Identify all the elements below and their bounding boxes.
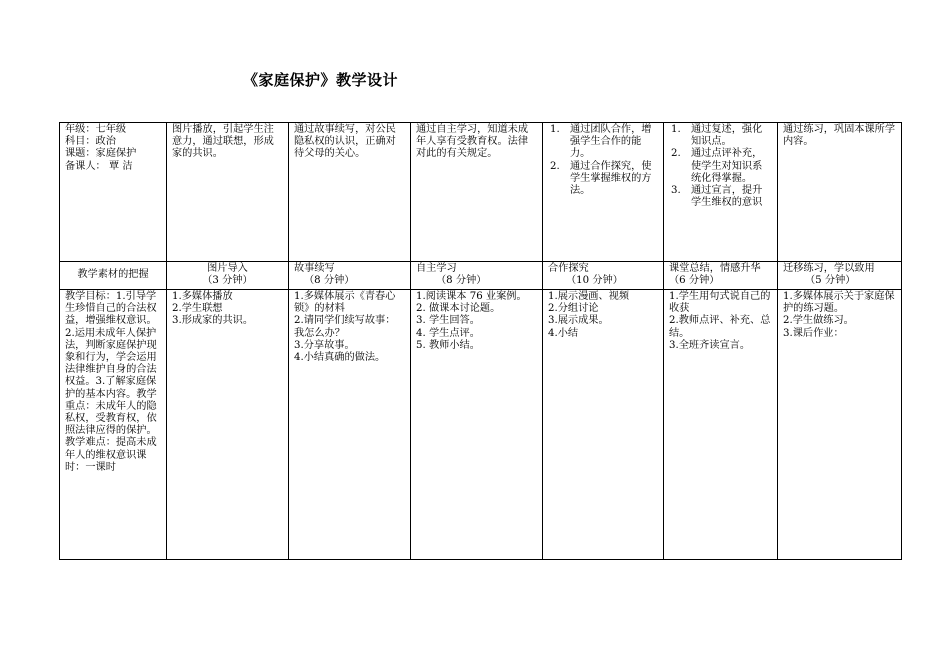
subject-text: 科目：政治 [65,136,116,148]
activity-cell [411,290,543,560]
objective-cell-cooperation [543,123,664,262]
activity-cell [664,290,778,560]
activity-step: 2.学生联想 [172,303,223,315]
stage-name: 课堂总结，情感升华（6 分钟） [669,263,761,287]
list-item: 2. 通过合作探究，使学生掌握维权的方法。 [550,160,652,197]
stage-duration: （10 分钟） [566,275,623,287]
activity-step: 1.阅读课本 76 业案例。 [416,291,527,302]
stage-name: 图片导入 [207,263,248,274]
activity-step: 2.分组讨论 [548,303,599,315]
topic-text: 课题：家庭保护 [65,148,137,160]
objective-cell-self-study [411,123,543,262]
objective-list [548,124,658,197]
activity-step: 3.课后作业： [783,327,844,339]
stage-name: 自主学习 [416,263,457,274]
activity-step: 1.展示漫画、视频 [548,291,630,302]
activity-row [60,290,902,560]
stage-cell [543,262,664,290]
activity-step: 2. 做课本讨论题。 [416,303,501,315]
activity-step: 3.分享故事。 [294,339,355,351]
activity-step: 3.展示成果。 [548,315,609,327]
stage-duration: （3 分钟） [202,275,253,287]
activity-step: 4. 学生点评。 [416,327,480,339]
activity-cell [167,290,289,560]
activity-step: 2.教师点评、补充、总结。 [669,315,771,339]
stage-name: 迁移练习，学以致用 [783,263,875,274]
list-item: 3. 通过宣言，提升学生维权的意识 [671,185,763,209]
list-item: 1. 通过复述，强化知识点。 [671,124,763,148]
stage-duration: （5 分钟） [805,275,856,287]
objective-text: 图片播放，引起学生注意力，通过联想，形成家的共识。 [172,124,274,160]
stage-name: 故事续写 [294,263,335,274]
stage-header-row [60,262,902,290]
activity-step: 1.多媒体展示关于家庭保护的练习题。 [783,291,895,315]
stage-cell [664,262,778,290]
stage-name: 合作探究 [548,263,589,274]
activity-step: 2.请同学们续写故事：我怎么办？ [294,315,396,339]
objective-text: 通过练习，巩固本课所学内容。 [783,124,896,148]
activity-cell [778,290,902,560]
objective-list [669,124,772,209]
objective-cell-summary [664,123,778,262]
activity-step: 3.形成家的共识。 [172,315,254,327]
stage-duration: （8 分钟） [436,275,487,287]
document-title: 《家庭保护》教学设计 [243,71,399,89]
activity-step: 2.学生做练习。 [783,315,854,327]
list-item: 2. 通过点评补充，使学生对知识系统化得掌握。 [671,148,763,184]
activity-step: 5. 教师小结。 [416,339,480,351]
stage-cell [778,262,902,290]
material-label: 教学素材的把握 [77,269,149,281]
stage-cell [167,262,289,290]
activity-step: 4.小结 [548,327,579,339]
objective-cell-story [289,123,411,262]
activity-step: 1.学生用句式说自己的收获 [669,291,771,315]
activity-step: 1.多媒体展示《青春心锁》的材料 [294,291,396,315]
material-label-cell [60,262,167,290]
course-info-cell [60,123,167,262]
activity-cell [289,290,411,560]
grade-text: 年级：七年级 [65,124,127,135]
teacher-text: 备课人： 覃 洁 [65,160,133,172]
objective-cell-picture [167,123,289,262]
objective-text: 通过自主学习，知道未成年人享有受教育权。法律对此的有关规定。 [416,124,529,160]
stage-cell [411,262,543,290]
activity-step: 1.多媒体播放 [172,291,233,302]
teaching-goals-cell [60,290,167,560]
objectives-row [60,123,902,262]
lesson-plan-table [59,122,902,560]
stage-cell [289,262,411,290]
teaching-goals-text: 教学目标：1.引导学生珍惜自己的合法权益，增强维权意识。2.运用未成年人保护法，判断家庭保护现象和行为，学会运用法律维护自身的合法权益。3.了解家庭保护的基本内容。教学重点：未成年人的隐私权，受教育权，依照法律应得的保护。教学难点：提高未成年人的维权意识课时：一课时 [65,291,157,473]
objective-text: 通过故事续写，对公民隐私权的认识，正确对待父母的关心。 [294,124,396,160]
objective-cell-practice [778,123,902,262]
activity-step: 3. 学生回答。 [416,315,480,327]
activity-step: 3.全班齐读宣言。 [669,339,751,351]
activity-cell [543,290,664,560]
list-item: 1. 通过团队合作，增强学生合作的能力。 [550,124,652,160]
stage-duration: （8 分钟） [304,275,355,287]
activity-step: 4.小结真确的做法。 [294,352,386,364]
